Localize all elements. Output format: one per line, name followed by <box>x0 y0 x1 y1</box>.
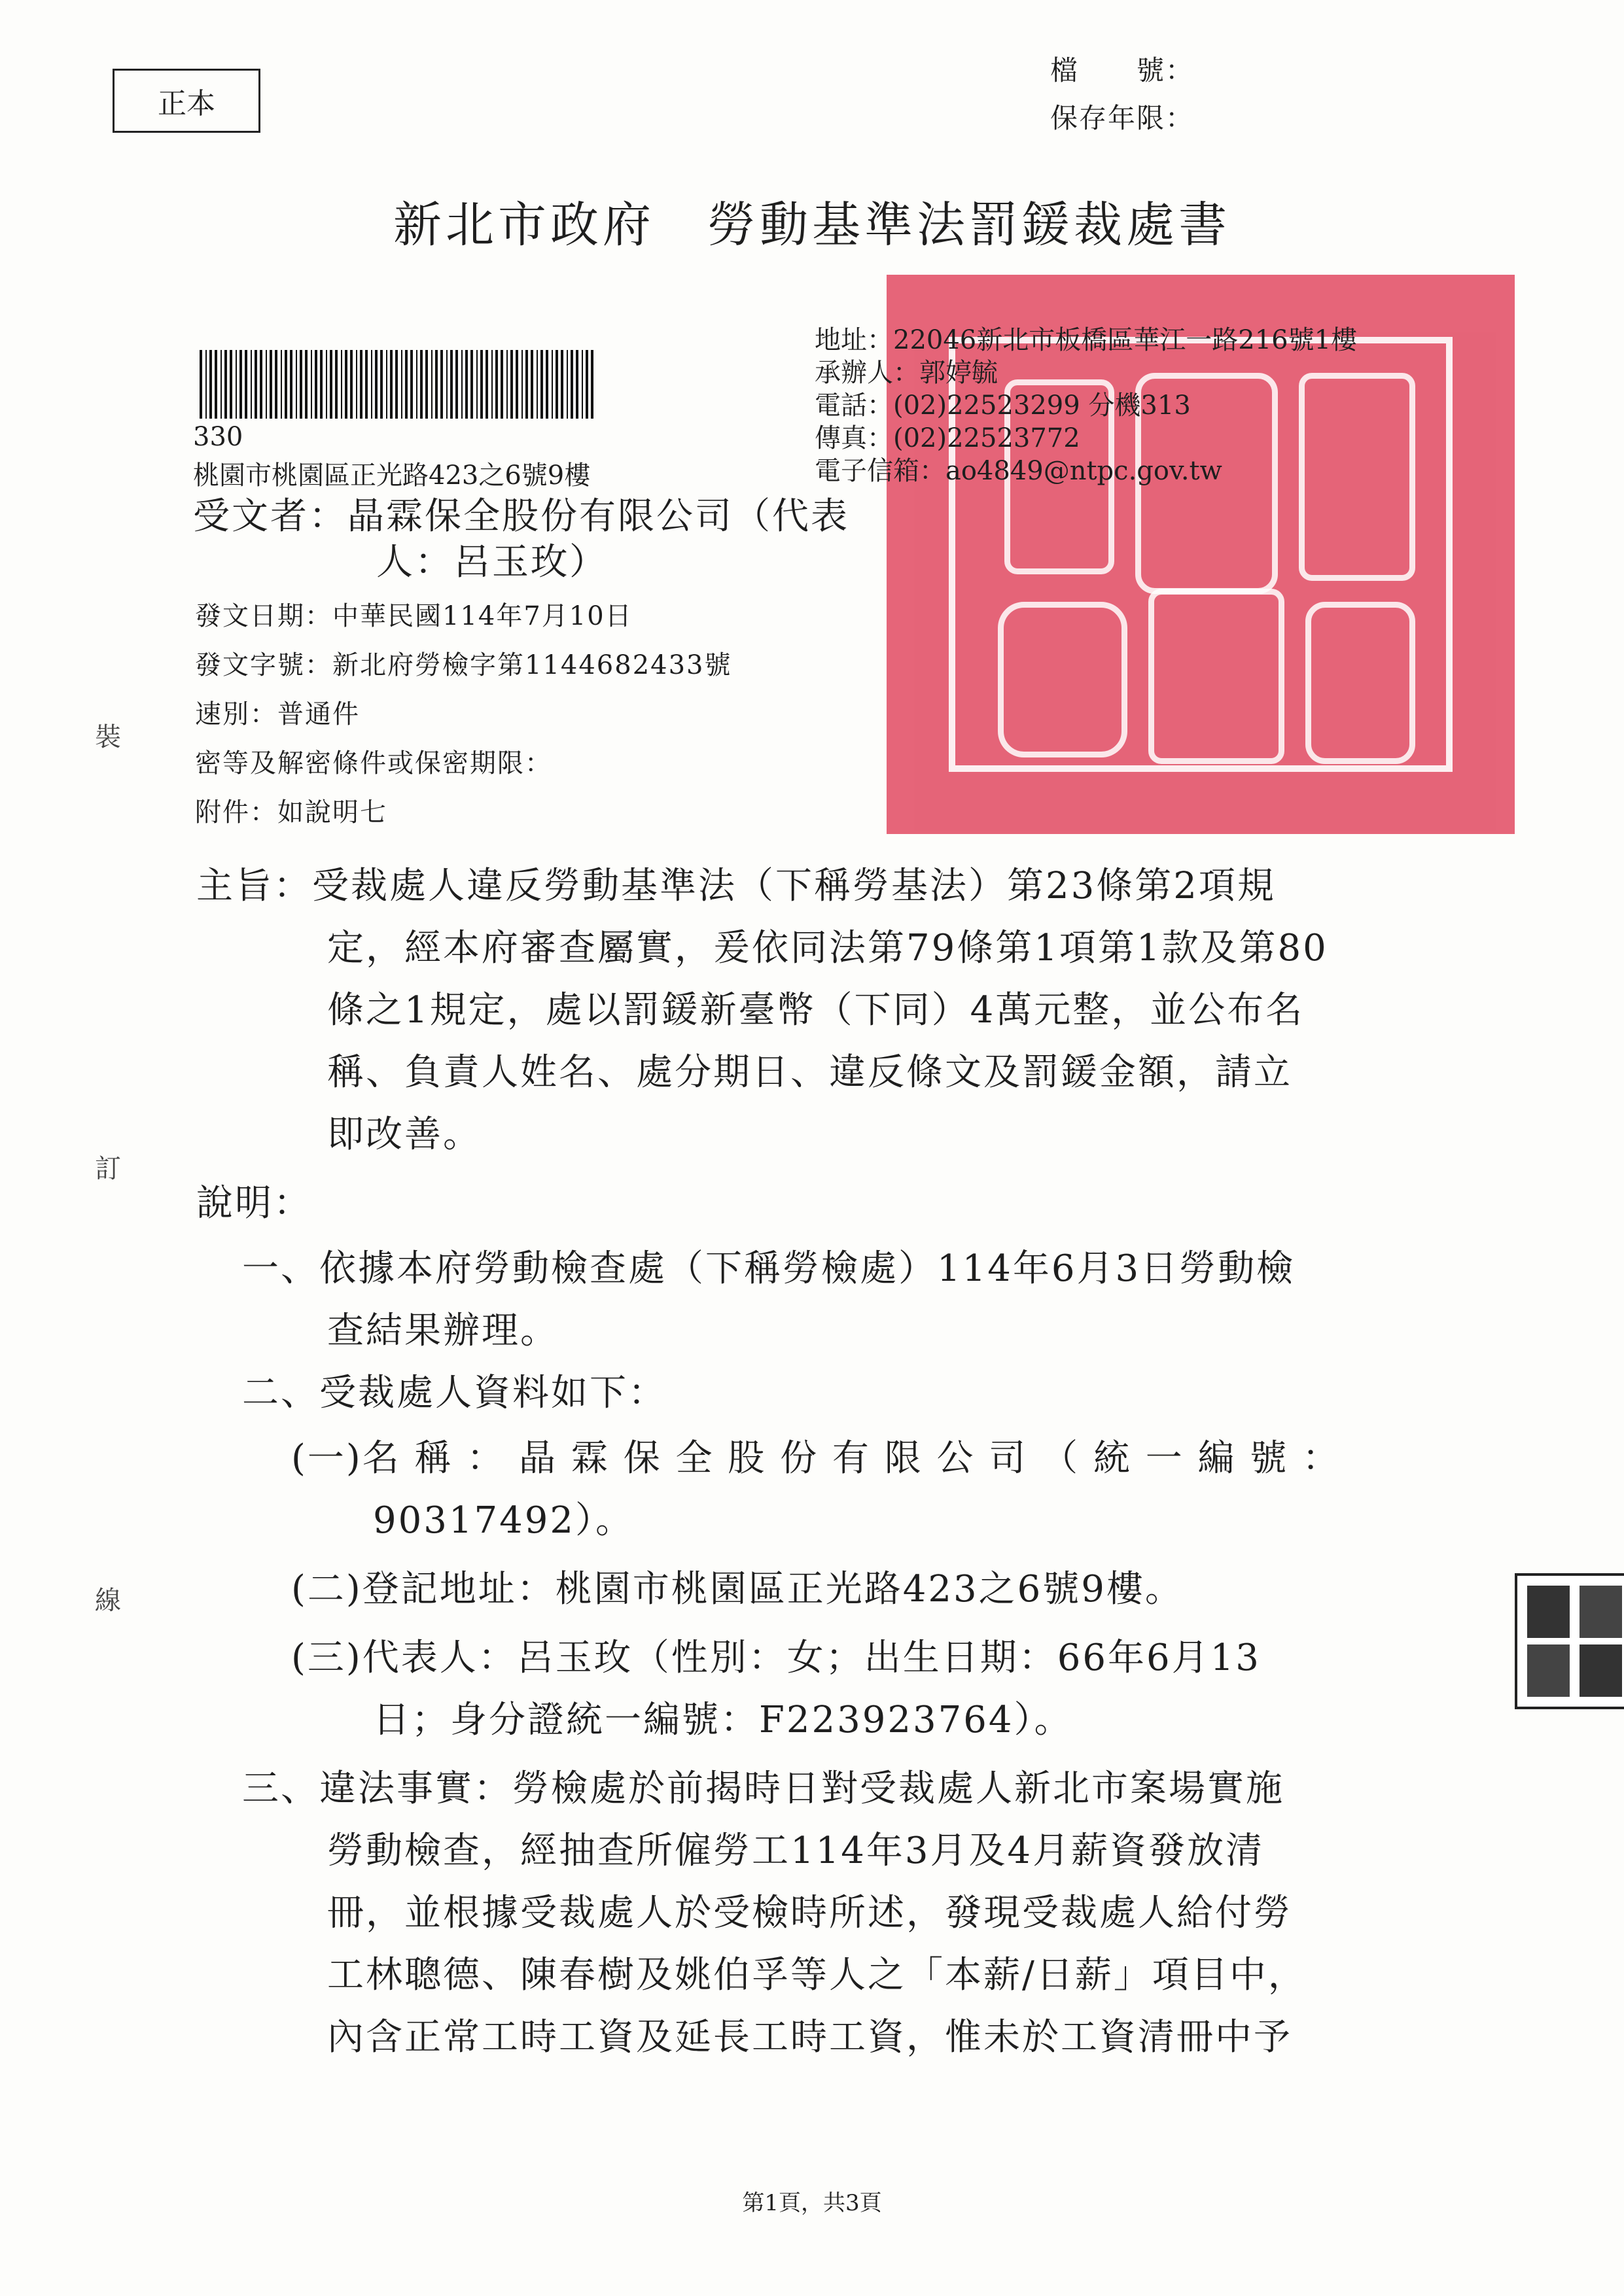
sender-fax: 傳真：(02)22523772 <box>815 423 1080 453</box>
subject-line-2: 定，經本府審查屬實，爰依同法第79條第1項第1款及第80 <box>327 927 1328 969</box>
binding-mark-1: 裝 <box>95 722 121 752</box>
item-1-line-2: 查結果辦理。 <box>327 1310 559 1352</box>
item-3-line-3: 冊，並根據受裁處人於受檢時所述，發現受裁處人給付勞 <box>327 1892 1292 1934</box>
item-2-2: (二)登記地址：桃園市桃園區正光路423之6號9樓。 <box>291 1568 1184 1610</box>
postal-code: 330 <box>193 422 243 452</box>
security-level: 密等及解密條件或保密期限： <box>195 748 552 778</box>
item-3-line-2: 勞動檢查，經抽查所僱勞工114年3月及4月薪資發放清 <box>327 1830 1265 1872</box>
item-2-3-line-1: (三)代表人：呂玉玫（性別：女；出生日期：66年6月13 <box>291 1637 1261 1679</box>
recipient-line1: 受文者：晶霖保全股份有限公司（代表 <box>193 495 849 538</box>
item-2-1-line-1: (一)名 稱 ： 晶 霖 保 全 股 份 有 限 公 司 （ 統 一 編 號 ： <box>291 1437 1341 1480</box>
item-2-1-line-2: 90317492）。 <box>373 1499 635 1542</box>
sender-email: 電子信箱：ao4849@ntpc.gov.tw <box>815 456 1222 486</box>
binding-mark-3: 線 <box>95 1586 121 1616</box>
explanation-label: 說明： <box>196 1182 312 1225</box>
item-3-line-4: 工林聰德、陳春樹及姚伯孚等人之「本薪/日薪」項目中， <box>327 1954 1307 1996</box>
recipient-line2: 人：呂玉玫） <box>376 541 608 583</box>
sender-handler: 承辦人：郭婷毓 <box>815 358 998 388</box>
small-stamp <box>1515 1573 1624 1709</box>
subject-line-1: 主旨：受裁處人違反勞動基準法（下稱勞基法）第23條第2項規 <box>196 865 1276 907</box>
subject-line-4: 稱、負責人姓名、處分期日、違反條文及罰鍰金額，請立 <box>327 1051 1292 1094</box>
copy-type-box <box>113 69 260 133</box>
item-2: 二、受裁處人資料如下： <box>242 1372 667 1414</box>
item-3-line-5: 內含正常工時工資及延長工時工資，惟未於工資清冊中予 <box>327 2016 1292 2059</box>
item-3-line-1: 三、違法事實：勞檢處於前揭時日對受裁處人新北市案場實施 <box>242 1767 1284 1810</box>
recipient-address: 桃園市桃園區正光路423之6號9樓 <box>193 461 591 491</box>
retention-label: 保存年限： <box>1050 102 1195 134</box>
subject-line-5: 即改善。 <box>327 1113 482 1156</box>
sender-phone: 電話：(02)22523299 分機313 <box>815 391 1191 421</box>
item-1-line-1: 一、依據本府勞動檢查處（下稱勞檢處）114年6月3日勞動檢 <box>242 1247 1296 1290</box>
subject-line-3: 條之1規定，處以罰鍰新臺幣（下同）4萬元整，並公布名 <box>327 989 1305 1032</box>
page-footer: 第1頁，共3頁 <box>742 2190 882 2216</box>
file-number-label: 檔 號： <box>1050 54 1195 86</box>
document-number: 發文字號：新北府勞檢字第1144682433號 <box>195 650 732 680</box>
document-title: 新北市政府 勞動基準法罰鍰裁處書 <box>393 197 1231 253</box>
attachment: 附件：如說明七 <box>195 797 387 827</box>
item-2-3-line-2: 日；身分證統一編號：F223923764）。 <box>373 1699 1073 1741</box>
barcode <box>200 350 597 419</box>
delivery-speed: 速別：普通件 <box>195 699 360 729</box>
binding-mark-2: 訂 <box>95 1154 121 1184</box>
issue-date: 發文日期：中華民國114年7月10日 <box>195 601 633 631</box>
copy-type-label: 正本 <box>158 87 215 120</box>
sender-address: 地址：22046新北市板橋區華江一路216號1樓 <box>815 325 1358 355</box>
